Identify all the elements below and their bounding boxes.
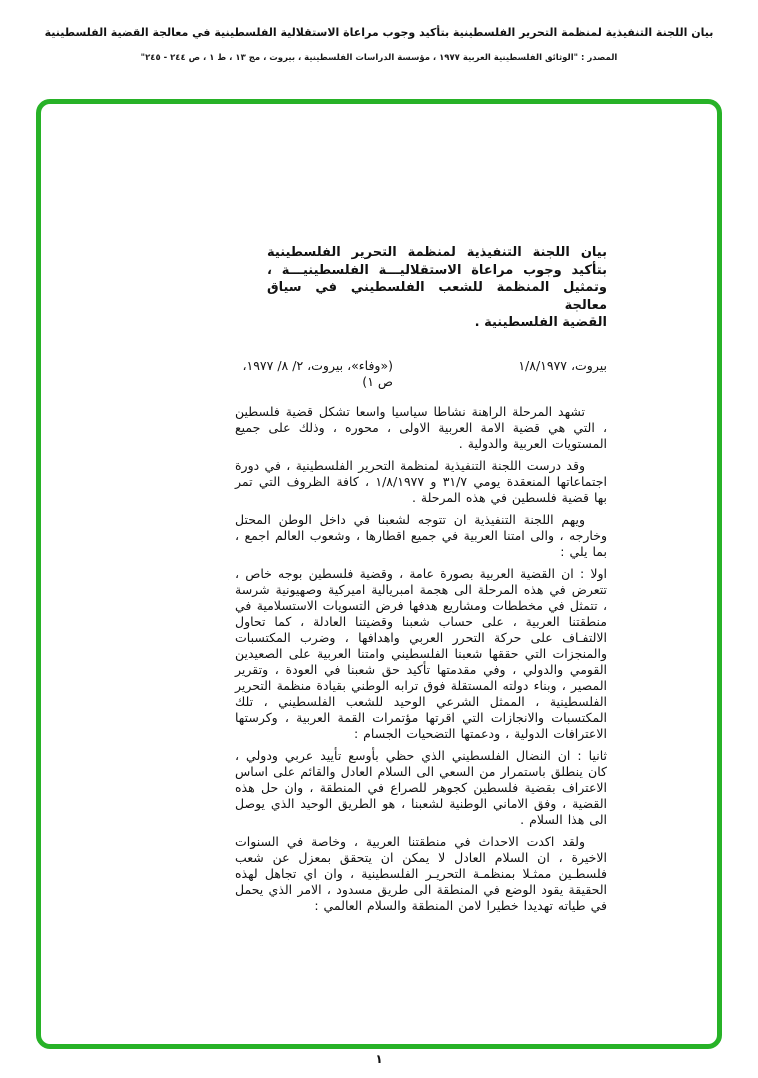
title-line: بتأكيد وجوب مراعاة الاستقلاليـــة الفلسطينيـــة ،: [267, 262, 607, 278]
title-line: وتمثيل المنظمة للشعب الفلسطيني في سياق معالجة: [267, 280, 607, 313]
paragraph: تشهد المرحلة الراهنة نشاطا سياسيا واسعا تشكل قضية فلسطين ، التي هي قضية الامة العربية الاولى ، محوره ، وذلك على جميع المستويات العربية والدولية .: [235, 403, 607, 451]
document-title: [267, 244, 607, 332]
dateline: [235, 358, 607, 390]
paragraph: وقد درست اللجنة التنفيذية لمنظمة التحرير الفلسطينية ، في دورة اجتماعاتها المنعقدة يومي ٣١/٧ و ١/٨/١٩٧٧ ، كافة الظروف التي تمر بها قضية فلسطين في هذه المرحلة .: [235, 457, 607, 505]
page-header-title: بيان اللجنة التنفيذية لمنظمة التحرير الفلسطينية بتأكيد وجوب مراعاة الاستقلالية الفلسطينية في معالجة القضية الفلسطينية: [44, 26, 714, 39]
dateline-citation: («وفاء»، بيروت، ٢/ ٨/ ١٩٧٧، ص ١): [242, 357, 393, 389]
paragraph: اولا : ان القضية العربية بصورة عامة ، وقضية فلسطين بوجه خاص ، تتعرض في هذه المرحلة الى هجمة امبريالية اميركية وصهيونية شرسة ، تتمثل في مخططات ومشاريع هدفها فرض التسويات الاستسلامية في منطقتنا العربية ، على حساب شعبنا وقضيتنا العادلة ، كما تحاول الالتفـاف على حركة التحرر العربي واهدافها ، وضرب المكتسبات والمنجزات التي حققها شعبنا الفلسطيني وامتنا العربية على الصعيدين القومي والدولي ، وفي مقدمتها تأكيد حق شعبنا في العودة ، وتقرير المصير ، وبناء دولته المستقلة فوق ترابه الوطني بقيادة منظمة التحرير الفلسطينية ، الممثل الشرعي الوحيد للشعب الفلسطيني ، تلك المكتسبات والانجازات التي اقرتها مؤتمرات القمة العربية ، وكرستها الاعترافات الدولية ، ودعمتها التضحيات الجسام :: [235, 565, 607, 741]
source-line: المصدر : "الوثائق الفلسطينية العربية ١٩٧٧ ، مؤسسة الدراسات الفلسطينية ، بيروت ، مج ١٣ ، ط ١ ، ص ٢٤٤ - ٢٤٥": [140, 53, 618, 63]
document-body: [235, 404, 607, 914]
page-number: ١: [375, 1052, 383, 1066]
title-line: بيان اللجنة التنفيذية لمنظمة التحرير الفلسطينية: [267, 245, 607, 260]
paragraph: ثانيا : ان النضال الفلسطيني الذي حظي بأوسع تأييد عربي ودولي ، كان ينطلق باستمرار من السعي الى السلام العادل والقائم على اساس الاعتراف بقضية فلسطين كجوهر للصراع في المنطقة ، وان حل هذه القضية ، وفق الاماني الوطنية لشعبنا ، هو الطريق الوحيد الذي يوصل الى هذا السلام .: [235, 747, 607, 827]
document-frame: [36, 99, 722, 1049]
title-line: القضية الفلسطينية .: [474, 315, 607, 330]
document-content: [235, 244, 607, 914]
paragraph: ويهم اللجنة التنفيذية ان تتوجه لشعبنا في داخل الوطن المحتل وخارجه ، والى امتنا العربية في جميع اقطارها ، وشعوب العالم اجمع ، بما يلي :: [235, 511, 607, 559]
dateline-city-date: بيروت، ١/٨/١٩٧٧: [518, 357, 607, 373]
paragraph: ولقد اكدت الاحداث في منطقتنا العربية ، وخاصة في السنوات الاخيرة ، ان السلام العادل لا يمكن ان يتحقق بمعزل عن شعب فلسطـين ممثـلا بمنظمـة التحريـر الفلسطينية ، وان اي تجاهل لهذه الحقيقة يقود الوضع في المنطقة الى طريق مسدود ، الامر الذي يحمل في طياته تهديدا خطيرا لامن المنطقة والسلام العالمي :: [235, 833, 607, 913]
